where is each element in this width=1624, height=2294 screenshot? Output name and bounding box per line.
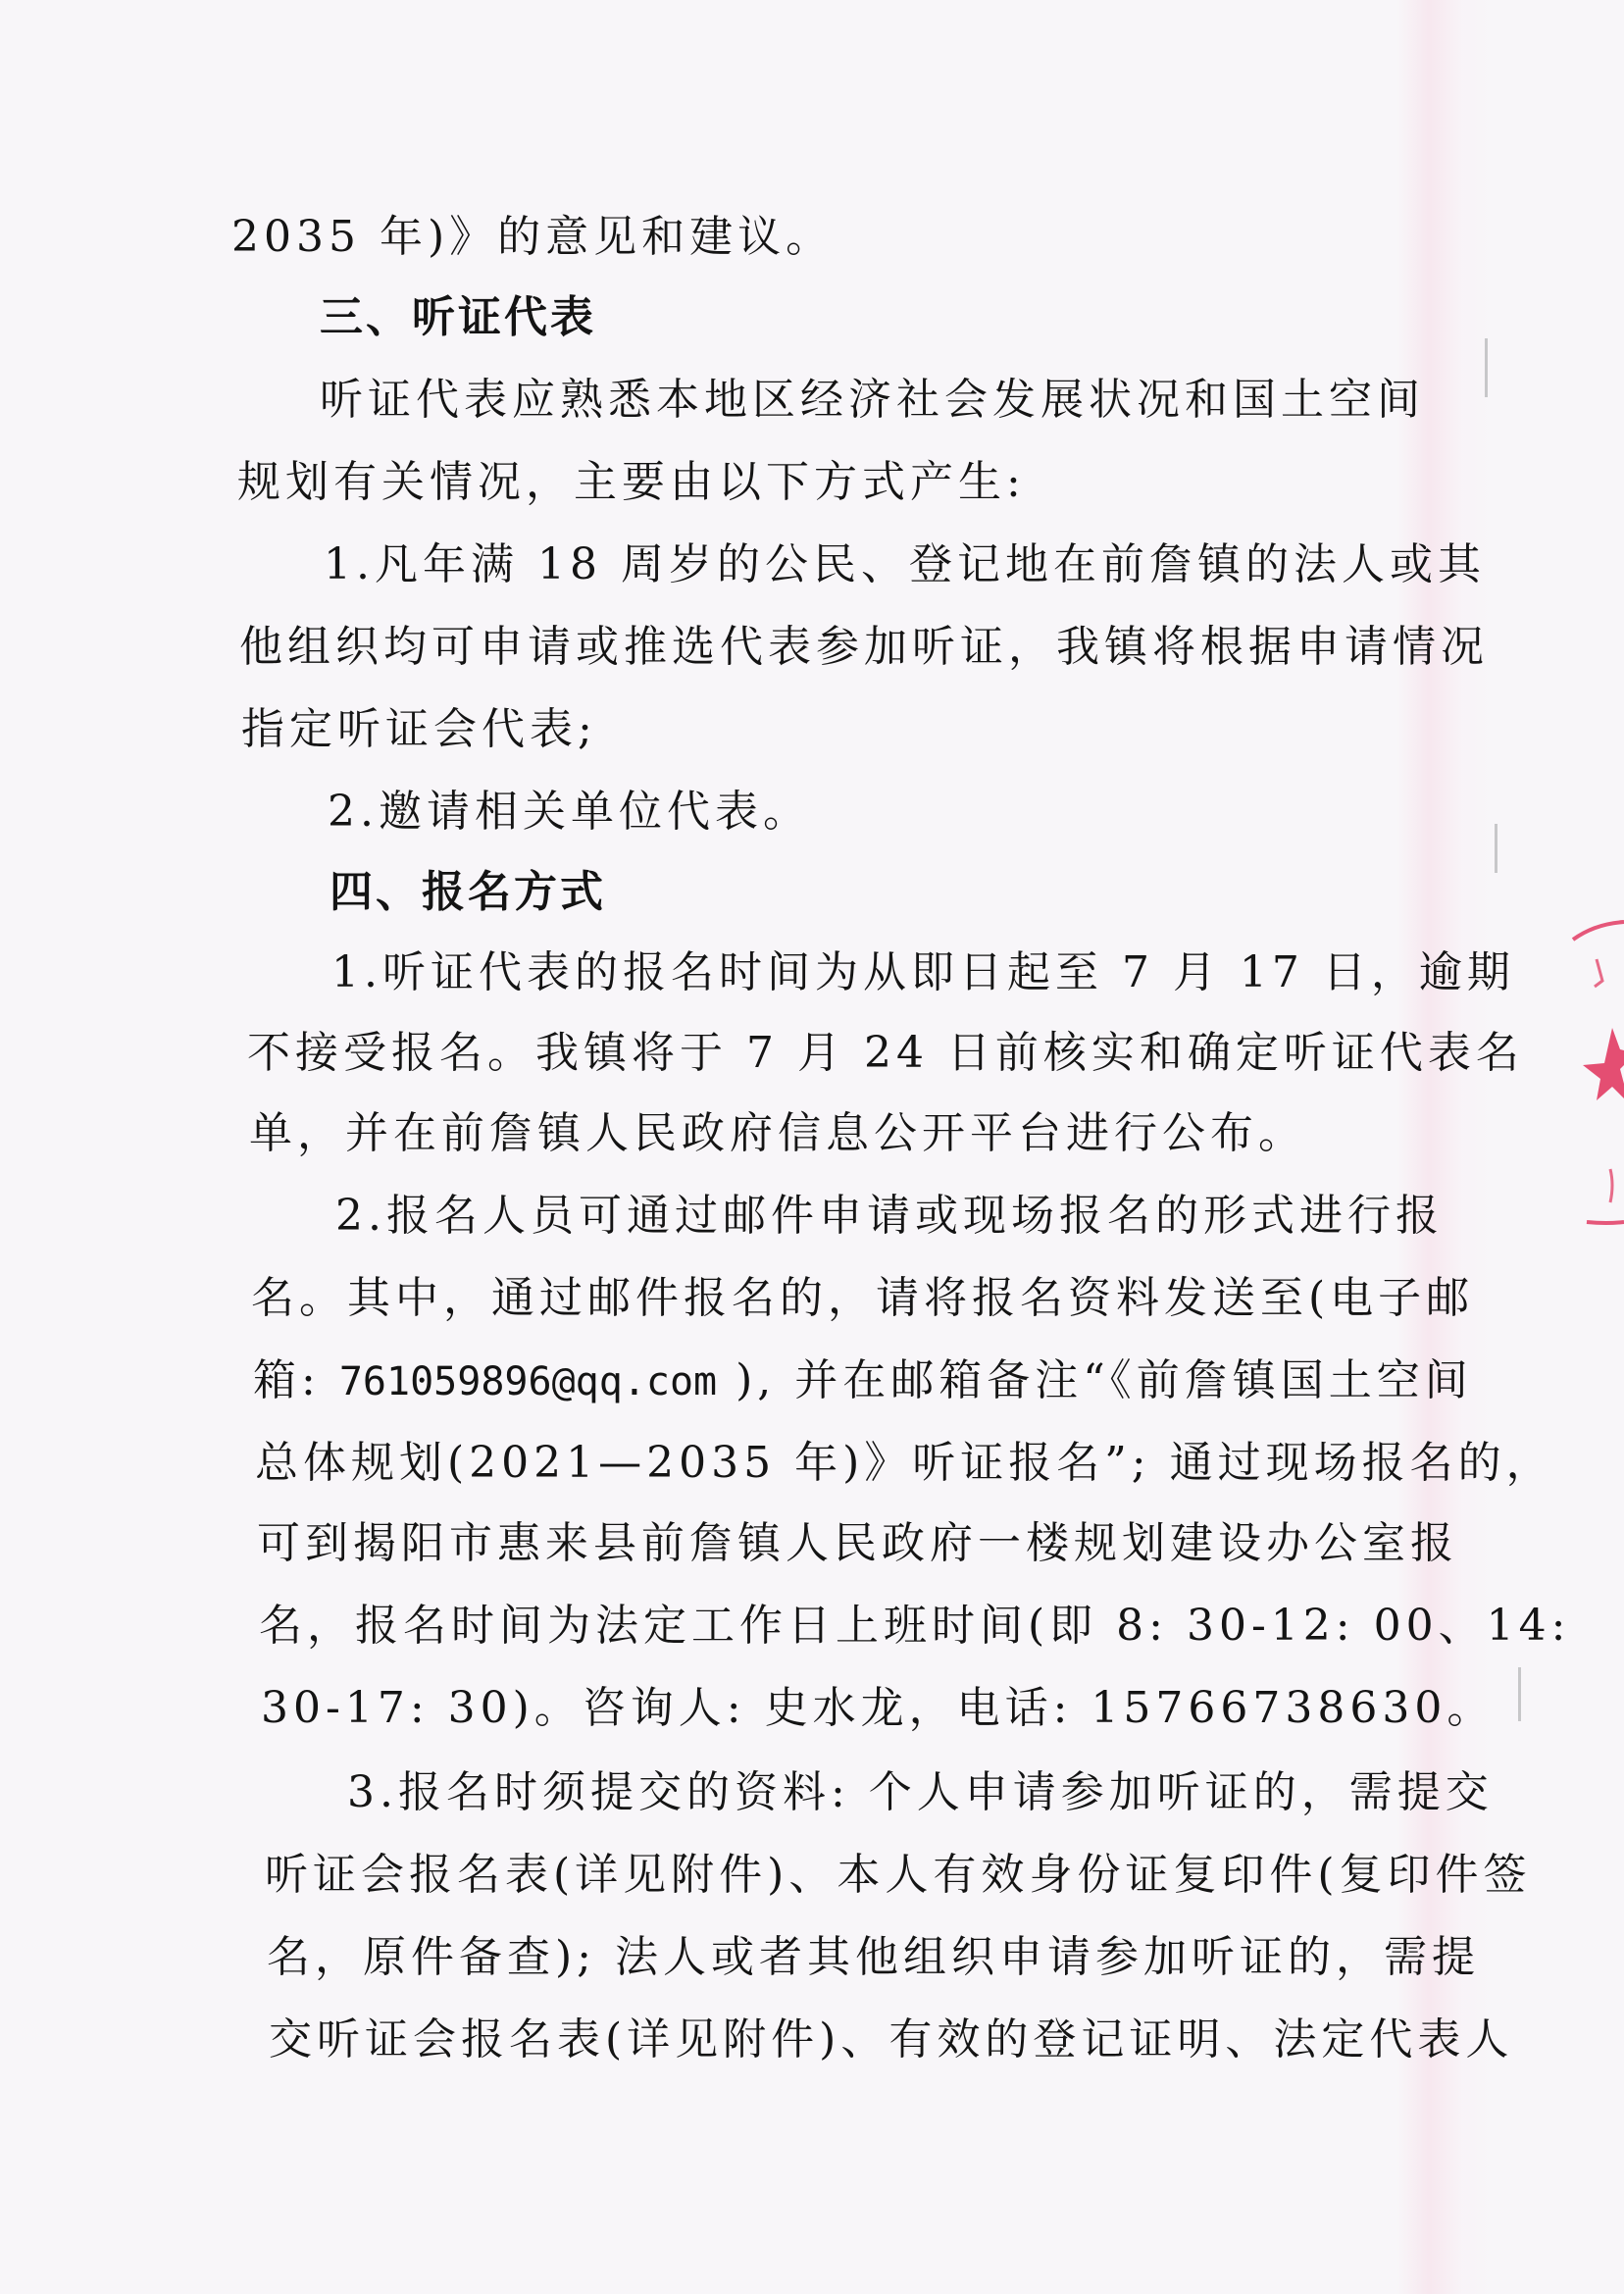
paragraph-line: 总体规划(2021—2035 年)》听证报名”; 通过现场报名的， [255,1438,1554,1488]
paragraph-line: 1.凡年满 18 周岁的公民、登记地在前詹镇的法人或其 [324,539,1486,589]
paragraph-line: 交听证会报名表(详见附件)、有效的登记证明、法定代表人 [269,2014,1514,2065]
scan-mark [1485,338,1488,397]
email-note: ), 并在邮箱备注“《前詹镇国土空间 [736,1355,1473,1405]
paragraph-line: 可到揭阳市惠来县前詹镇人民政府一楼规划建设办公室报 [257,1518,1458,1568]
scan-mark [1518,1667,1521,1721]
section-heading: 三、听证代表 [320,292,596,342]
paragraph-line: 2.报名人员可通过邮件申请或现场报名的形式进行报 [335,1191,1444,1241]
paragraph-line: 单，并在前詹镇人民政府信息公开平台进行公布。 [249,1108,1306,1158]
paragraph-line: 2035 年)》的意见和建议。 [231,212,835,262]
paragraph-line: 30-17: 30)。咨询人: 史水龙，电话: 15766738630。 [261,1683,1496,1733]
paragraph-line: 听证会报名表(详见附件)、本人有效身份证复印件(复印件签 [265,1850,1532,1900]
paragraph-line: 名，原件备查); 法人或者其他组织申请参加听证的，需提 [267,1932,1480,1982]
paragraph-line: 2.邀请相关单位代表。 [328,787,811,837]
scan-mark [1495,824,1497,873]
paragraph-line: 不接受报名。我镇将于 7 月 24 日前核实和确定听证代表名 [247,1028,1524,1078]
paragraph-line: 他组织均可申请或推选代表参加听证，我镇将根据申请情况 [239,622,1489,672]
section-heading: 四、报名方式 [330,867,606,917]
paragraph-line: 规划有关情况，主要由以下方式产生: [237,457,1026,507]
paragraph-line: 3.报名时须提交的资料: 个人申请参加听证的，需提交 [347,1767,1494,1817]
paragraph-line: 指定听证会代表; [241,704,597,754]
paragraph-line: 1.听证代表的报名时间为从即日起至 7 月 17 日，逾期 [331,947,1515,997]
paragraph-line [253,1355,1473,1405]
email-label: 箱: [253,1355,321,1405]
paragraph-line: 名，报名时间为法定工作日上班时间(即 8: 30-12: 00、14: [259,1601,1571,1651]
paragraph-line: 名。其中，通过邮件报名的，请将报名资料发送至(电子邮 [251,1273,1475,1323]
paragraph-line: 听证代表应熟悉本地区经济社会发展状况和国土空间 [320,375,1425,425]
official-seal-fragment [1526,912,1624,1265]
email-address: 761059896@qq.com [338,1359,718,1404]
